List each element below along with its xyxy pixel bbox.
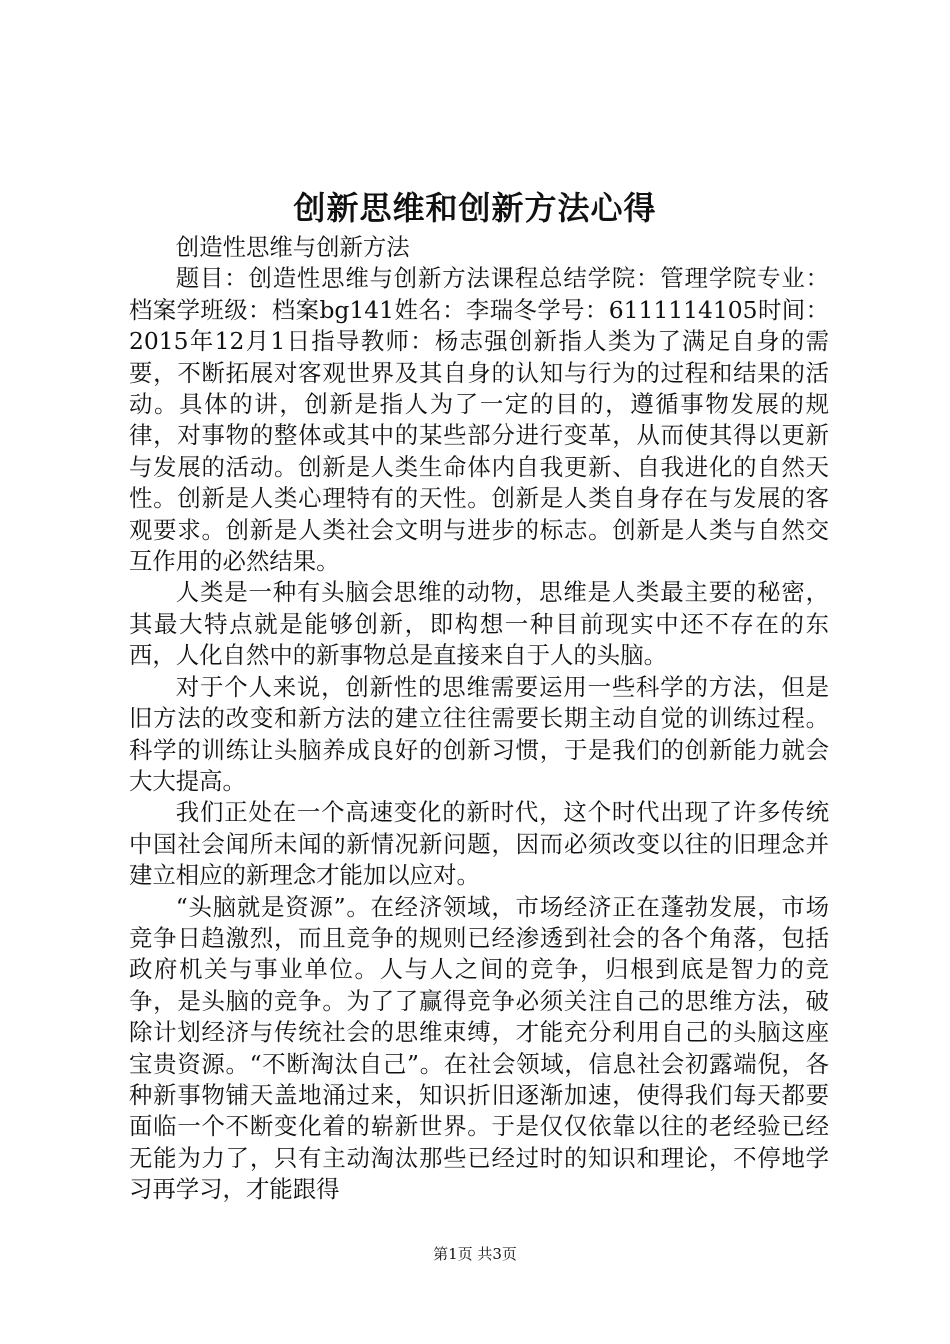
paragraph-course-info: 题目：创造性思维与创新方法课程总结学院：管理学院专业：档案学班级：档案bg141姓名：李瑞冬学号：6111114105时间：2015年12月1日指导教师：杨志强创新指人类为了满足自身的需要，不断拓展对客观世界及其自身的认知与行为的过程和结果的活动。具体的讲，创新是指人为了一定的目的，遵循事物发展的规律，对事物的整体或其中的某些部分进行变革，从而使其得以更新与发展的活动。创新是人类生命体内自我更新、自我进化的自然天性。创新是人类心理特有的天性。创新是人类自身存在与发展的客观要求。创新是人类社会文明与进步的标志。创新是人类与自然交互作用的必然结果。: [129, 264, 829, 576]
paragraph-new-era: 我们正处在一个高速变化的新时代，这个时代出现了许多传统中国社会闻所未闻的新情况新问题，因而必须改变以往的旧理念并建立相应的新理念才能加以应对。: [129, 798, 829, 890]
paragraph-mind-resource: “头脑就是资源”。在经济领域，市场经济正在蓬勃发展，市场竞争日趋激烈，而且竞争的规则已经渗透到社会的各个角落，包括政府机关与事业单位。人与人之间的竞争，归根到底是智力的竞争，是头脑的竞争。为了了赢得竞争必须关注自己的思维方法，破除计划经济与传统社会的思维束缚，才能充分利用自己的头脑这座宝贵资源。“不断淘汰自己”。在社会领域，信息社会初露端倪，各种新事物铺天盖地涌过来，知识折旧逐渐加速，使得我们每天都要面临一个不断变化着的崭新世界。于是仅仅依靠以往的老经验已经无能为力了，只有主动淘汰那些已经过时的知识和理论，不停地学习再学习，才能跟得: [129, 892, 829, 1204]
document-body: [129, 232, 829, 1206]
paragraph-personal-method: 对于个人来说，创新性的思维需要运用一些科学的方法，但是旧方法的改变和新方法的建立往往需要长期主动自觉的训练过程。科学的训练让头脑养成良好的创新习惯，于是我们的创新能力就会大大提高。: [129, 672, 829, 795]
page-number-footer: 第1页 共3页: [433, 1245, 517, 1263]
paragraph-human-thinking: 人类是一种有头脑会思维的动物，思维是人类最主要的秘密，其最大特点就是能够创新，即构想一种目前现实中还不存在的东西，人化自然中的新事物总是直接来自于人的头脑。: [129, 578, 829, 670]
document-title: 创新思维和创新方法心得: [293, 189, 657, 227]
paragraph-subtitle: 创造性思维与创新方法: [175, 233, 410, 261]
